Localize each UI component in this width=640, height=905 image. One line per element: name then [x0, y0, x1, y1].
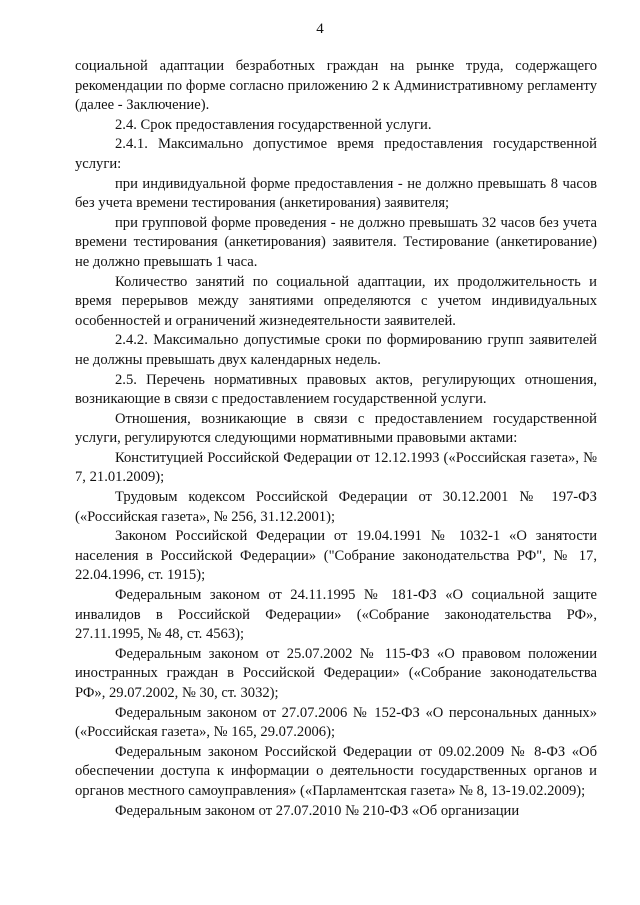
paragraph: 2.4.1. Максимально допустимое время предоставления государственной услуги:: [75, 136, 597, 172]
paragraph: Количество занятий по социальной адаптации, их продолжительность и время перерывов между занятиями определяются с учетом индивидуальных особенностей и ограничений жизнедеятельности заявителей.: [75, 273, 597, 329]
paragraph: 2.4. Срок предоставления государственной услуги.: [115, 116, 432, 133]
paragraph: Федеральным законом от 25.07.2002 № 115-ФЗ «О правовом положении иностранных граждан в Российской Федерации» («Собрание законодательства РФ», 29.07.2002, № 30, ст. 3032);: [75, 645, 597, 701]
page-number: 4: [316, 21, 324, 37]
paragraph: Законом Российской Федерации от 19.04.1991 № 1032-1 «О занятости населения в Российской Федерации» ("Собрание законодательства РФ", № 17, 22.04.1996, ст. 1915);: [75, 528, 597, 584]
document-body: [75, 57, 597, 821]
paragraph: 2.5. Перечень нормативных правовых актов, регулирующих отношения, возникающие в связи с предоставлением государственной услуги.: [75, 371, 597, 408]
paragraph: Федеральным законом Российской Федерации от 09.02.2009 № 8-ФЗ «Об обеспечении доступа к информации о деятельности государственных органов и органов местного самоуправления» («Парламентская газета» № 8, 13-19.02.2009);: [75, 743, 597, 799]
paragraph: Трудовым кодексом Российской Федерации от 30.12.2001 № 197-ФЗ («Российская газета», № 256, 31.12.2001);: [75, 489, 597, 525]
paragraph: социальной адаптации безработных граждан на рынке труда, содержащего рекомендации по форме согласно приложению 2 к Административному регламенту (далее - Заключение).: [75, 58, 597, 114]
paragraph: Конституцией Российской Федерации от 12.12.1993 («Российская газета», № 7, 21.01.2009);: [75, 449, 597, 486]
paragraph: Федеральным законом от 27.07.2010 № 210-ФЗ «Об организации: [115, 802, 520, 819]
paragraph: Федеральным законом от 24.11.1995 № 181-ФЗ «О социальной защите инвалидов в Российской Федерации» («Собрание законодательства РФ», 27.11.1995, № 48, ст. 4563);: [75, 587, 597, 643]
paragraph: при групповой форме проведения - не должно превышать 32 часов без учета времени тестирования (анкетирования) заявителя. Тестирование (анкетирование) не должно превышать 1 часа.: [75, 214, 597, 270]
paragraph: Федеральным законом от 27.07.2006 № 152-ФЗ «О персональных данных» («Российская газета», № 165, 29.07.2006);: [75, 704, 597, 741]
paragraph: 2.4.2. Максимально допустимые сроки по формированию групп заявителей не должны превышать двух календарных недель.: [75, 332, 597, 368]
paragraph: Отношения, возникающие в связи с предоставлением государственной услуги, регулируются следующими нормативными правовыми актами:: [75, 410, 597, 447]
paragraph: при индивидуальной форме предоставления - не должно превышать 8 часов без учета времени тестирования (анкетирования) заявителя;: [75, 175, 597, 212]
